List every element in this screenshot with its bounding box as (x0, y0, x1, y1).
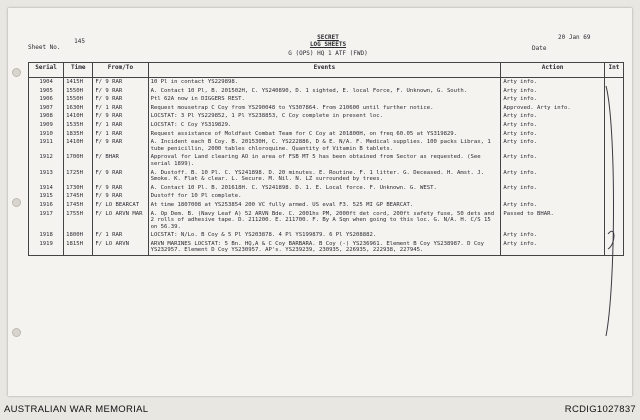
serial-cell: 1906 (29, 95, 64, 104)
from-to-cell: F/ 1 RAR (93, 104, 148, 113)
time-cell: 1755H (64, 210, 93, 232)
int-cell (604, 104, 623, 113)
table-row (29, 184, 624, 193)
action-cell: Arty info. (501, 121, 605, 130)
action-cell: Arty info. (501, 87, 605, 96)
unit-name: G (OPS) HQ 1 ATF (FWD) (288, 50, 368, 57)
events-cell: A. Incident each B Coy. B. 201530H, C. YS222886, D & E. N/A. F. Medical supplies. 100 packs Librax, 1 tube penicillin, 2000 tables chloroquine. Quantity of Vitamin B tablets. (148, 138, 501, 153)
log-table (28, 62, 624, 256)
from-to-cell: F/ 9 RAR (93, 192, 148, 201)
int-cell (604, 121, 623, 130)
table-row (29, 112, 624, 121)
events-cell: Request mousetrap C Coy from YS290048 to YS307864. From 210600 until further notice. (148, 104, 501, 113)
table-header-row (29, 63, 624, 78)
events-cell: LOCSTAT: 3 Pl YS229852, 1 Pl YS238853, C Coy complete in present loc. (148, 112, 501, 121)
from-to-cell: F/ 9 RAR (93, 138, 148, 153)
punch-hole (12, 68, 21, 77)
time-cell: 1725H (64, 169, 93, 184)
serial-cell: 1912 (29, 153, 64, 168)
table-row (29, 210, 624, 232)
table-row (29, 104, 624, 113)
action-cell: Arty info. (501, 112, 605, 121)
events-cell: 10 Pl in contact YS229898. (148, 78, 501, 87)
int-cell (604, 112, 623, 121)
serial-cell: 1910 (29, 130, 64, 139)
date-block (532, 34, 591, 52)
action-cell (501, 192, 605, 201)
events-cell: A. Op Dem. B. (Navy Leaf A) 52 ARVN Bde. C. 2001hs PM, 2000ft det cord, 200ft safety fuse, 50 dets and 2 rolls of adhesive tape. D. 211200. E. 211700. F. By A Sqn when going to this loc. G. N/A. H. C/S 15 on 56.39. (148, 210, 501, 232)
time-cell: 1410H (64, 112, 93, 121)
serial-cell: 1909 (29, 121, 64, 130)
time-cell: 1415H (64, 78, 93, 87)
date-label: Date (532, 45, 547, 52)
col-time: Time (64, 63, 93, 78)
events-cell: Dustoff for 10 Pl complete. (148, 192, 501, 201)
from-to-cell: F/ LO ARVN MAR (93, 210, 148, 232)
int-cell (604, 153, 623, 168)
time-cell: 1745H (64, 201, 93, 210)
serial-cell: 1908 (29, 112, 64, 121)
from-to-cell: F/ 1 RAR (93, 121, 148, 130)
footer-source: AUSTRALIAN WAR MEMORIAL (4, 404, 149, 415)
serial-cell: 1907 (29, 104, 64, 113)
time-cell: 1730H (64, 184, 93, 193)
from-to-cell: F/ LO BEARCAT (93, 201, 148, 210)
int-cell (604, 231, 623, 240)
events-cell: A. Contact 10 Pl, B. 201502H, C. YS240890, D. 1 sighted, E. local Force, F. Unknown, G. South. (148, 87, 501, 96)
time-cell: 1550H (64, 87, 93, 96)
col-events: Events (148, 63, 501, 78)
events-cell: ARVN MARINES LOCSTAT: 5 Bn. HQ,A & C Coy BARBARA. B Coy (-) YS236961. Element B Coy YS238987. D Coy YS232957. Element D Coy YS230957. AP's. YS239239, 230935, 226935, 222938, 227945. (148, 240, 501, 256)
serial-cell: 1911 (29, 138, 64, 153)
time-cell: 1700H (64, 153, 93, 168)
time-cell: 1835H (64, 130, 93, 139)
time-cell: 1630H (64, 104, 93, 113)
col-int: Int (604, 63, 623, 78)
table-row (29, 95, 624, 104)
serial-cell: 1919 (29, 240, 64, 256)
serial-cell: 1918 (29, 231, 64, 240)
from-to-cell: F/ 1 RAR (93, 130, 148, 139)
from-to-cell: F/ LO ARVN (93, 240, 148, 256)
events-cell: Approval for Land clearing AO in area of FSB MT 5 has been obtained from Sector as requested. (See serial 1899). (148, 153, 501, 168)
action-cell: Arty info. (501, 201, 605, 210)
log-body (29, 78, 624, 256)
int-cell (604, 130, 623, 139)
sheet-label: Sheet No. (28, 44, 61, 51)
int-cell (604, 138, 623, 153)
events-cell: Ptl 62A now in DIGGERS REST. (148, 95, 501, 104)
events-cell: LOCSTAT: C Coy YS319829. (148, 121, 501, 130)
sheet-heading (268, 34, 388, 57)
int-cell (604, 87, 623, 96)
table-row (29, 231, 624, 240)
from-to-cell: F/ BHAR (93, 153, 148, 168)
col-action: Action (501, 63, 605, 78)
sheet-no: 145 (74, 38, 85, 45)
action-cell: Arty info. (501, 138, 605, 153)
int-cell (604, 210, 623, 232)
action-cell: Arty info. (501, 169, 605, 184)
action-cell: Approved. Arty info. (501, 104, 605, 113)
table-row (29, 138, 624, 153)
from-to-cell: F/ 9 RAR (93, 112, 148, 121)
sheet-number (28, 38, 85, 51)
int-cell (604, 240, 623, 256)
action-cell: Passed to BHAR. (501, 210, 605, 232)
int-cell (604, 201, 623, 210)
table-row (29, 201, 624, 210)
events-cell: A. Dustoff. B. 10 Pl. C. YS241898. D. 20 minutes. E. Routine. F. 1 litter. G. Deceased. H. Amst. J. Smoke. K. Flat & clear. L. Secure. M. Nil. N. LZ surrounded by trees. (148, 169, 501, 184)
time-cell: 1800H (64, 231, 93, 240)
int-cell (604, 184, 623, 193)
time-cell: 1410H (64, 138, 93, 153)
from-to-cell: F/ 9 RAR (93, 184, 148, 193)
table-row (29, 169, 624, 184)
serial-cell: 1905 (29, 87, 64, 96)
punch-hole (12, 198, 21, 207)
serial-cell: 1916 (29, 201, 64, 210)
int-cell (604, 169, 623, 184)
serial-cell: 1904 (29, 78, 64, 87)
log-title: LOG SHEETS (309, 41, 347, 48)
footer-id: RCDIG1027837 (564, 404, 636, 415)
action-cell: Arty info. (501, 130, 605, 139)
action-cell: Arty info. (501, 184, 605, 193)
from-to-cell: F/ 9 RAR (93, 169, 148, 184)
col-serial: Serial (29, 63, 64, 78)
events-cell: At time 1807008 at YS253854 200 VC fully armed. US eval F3. 525 MI GP BEARCAT. (148, 201, 501, 210)
table-row (29, 153, 624, 168)
action-cell: Arty info. (501, 153, 605, 168)
int-cell (604, 192, 623, 201)
events-cell: A. Contact 10 Pl. B. 201618H. C. YS241898. D. 1. E. Local force. F. Unknown. G. WEST. (148, 184, 501, 193)
table-row (29, 130, 624, 139)
table-row (29, 87, 624, 96)
action-cell: Arty info. (501, 240, 605, 256)
events-cell: LOCSTAT: N/Lo. B Coy & 5 Pl YS203878. 4 Pl YS199879. 6 Pl YS208882. (148, 231, 501, 240)
events-cell: Request assistance of Moldfast Combat Team for C Coy at 201800H, on freq 60.05 at YS319829. (148, 130, 501, 139)
serial-cell: 1914 (29, 184, 64, 193)
serial-cell: 1913 (29, 169, 64, 184)
log-sheet (8, 8, 632, 396)
serial-cell: 1917 (29, 210, 64, 232)
time-cell: 1745H (64, 192, 93, 201)
from-to-cell: F/ 9 RAR (93, 87, 148, 96)
table-row (29, 192, 624, 201)
classification: SECRET (317, 34, 339, 41)
table-row (29, 78, 624, 87)
table-row (29, 121, 624, 130)
time-cell: 1535H (64, 121, 93, 130)
col-from-to: From/To (93, 63, 148, 78)
punch-hole (12, 328, 21, 337)
from-to-cell: F/ 1 RAR (93, 231, 148, 240)
time-cell: 1550H (64, 95, 93, 104)
action-cell: Arty info. (501, 78, 605, 87)
time-cell: 1815H (64, 240, 93, 256)
int-cell (604, 78, 623, 87)
action-cell: Arty info. (501, 95, 605, 104)
date-value: 20 Jan 69 (558, 34, 591, 41)
int-cell (604, 95, 623, 104)
table-row (29, 240, 624, 256)
from-to-cell: F/ 9 RAR (93, 95, 148, 104)
serial-cell: 1915 (29, 192, 64, 201)
from-to-cell: F/ 9 RAR (93, 78, 148, 87)
action-cell: Arty info. (501, 231, 605, 240)
